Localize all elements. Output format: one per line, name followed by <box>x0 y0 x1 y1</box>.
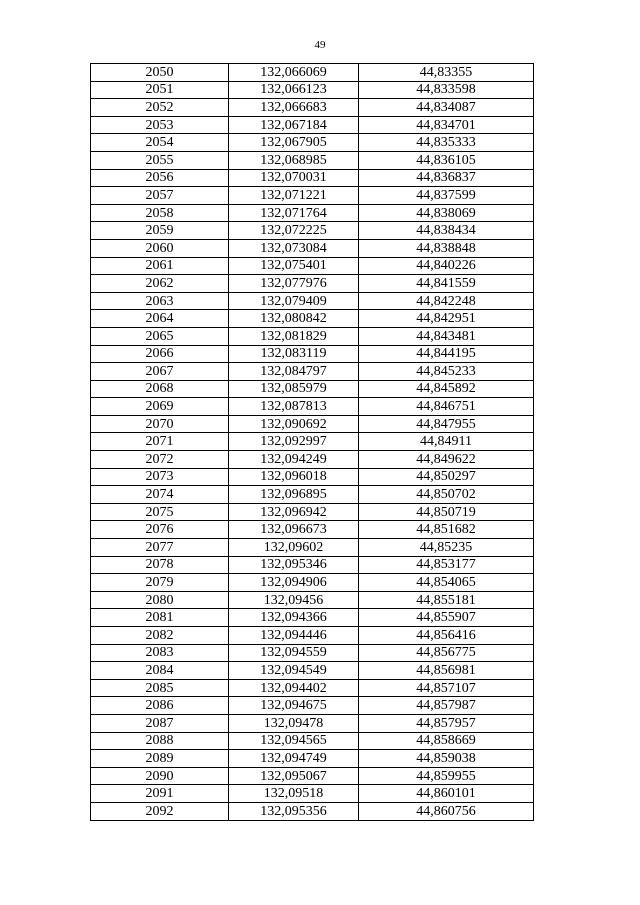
table-row <box>91 627 534 645</box>
y-coordinate-cell: 44,845892 <box>359 380 534 398</box>
x-coordinate-cell: 132,092997 <box>229 433 359 451</box>
y-coordinate-cell: 44,860756 <box>359 802 534 820</box>
y-coordinate-cell: 44,859955 <box>359 767 534 785</box>
point-number-cell: 2074 <box>91 486 229 504</box>
table-row <box>91 574 534 592</box>
y-coordinate-cell: 44,857987 <box>359 697 534 715</box>
table-row <box>91 134 534 152</box>
y-coordinate-cell: 44,850719 <box>359 503 534 521</box>
point-number-cell: 2072 <box>91 451 229 469</box>
x-coordinate-cell: 132,094366 <box>229 609 359 627</box>
point-number-cell: 2091 <box>91 785 229 803</box>
point-number-cell: 2063 <box>91 292 229 310</box>
table-row <box>91 398 534 416</box>
point-number-cell: 2069 <box>91 398 229 416</box>
point-number-cell: 2083 <box>91 644 229 662</box>
y-coordinate-cell: 44,841559 <box>359 275 534 293</box>
point-number-cell: 2055 <box>91 151 229 169</box>
table-row <box>91 609 534 627</box>
x-coordinate-cell: 132,094446 <box>229 627 359 645</box>
table-row <box>91 151 534 169</box>
x-coordinate-cell: 132,094249 <box>229 451 359 469</box>
point-number-cell: 2076 <box>91 521 229 539</box>
table-row <box>91 222 534 240</box>
point-number-cell: 2077 <box>91 539 229 557</box>
y-coordinate-cell: 44,846751 <box>359 398 534 416</box>
table-row <box>91 785 534 803</box>
point-number-cell: 2054 <box>91 134 229 152</box>
point-number-cell: 2084 <box>91 662 229 680</box>
point-number-cell: 2058 <box>91 204 229 222</box>
point-number-cell: 2062 <box>91 275 229 293</box>
x-coordinate-cell: 132,080842 <box>229 310 359 328</box>
table-row <box>91 679 534 697</box>
x-coordinate-cell: 132,071764 <box>229 204 359 222</box>
table-row <box>91 521 534 539</box>
table-row <box>91 380 534 398</box>
x-coordinate-cell: 132,094559 <box>229 644 359 662</box>
point-number-cell: 2079 <box>91 574 229 592</box>
table-row <box>91 81 534 99</box>
x-coordinate-cell: 132,081829 <box>229 327 359 345</box>
y-coordinate-cell: 44,84911 <box>359 433 534 451</box>
y-coordinate-cell: 44,854065 <box>359 574 534 592</box>
x-coordinate-cell: 132,072225 <box>229 222 359 240</box>
x-coordinate-cell: 132,095346 <box>229 556 359 574</box>
y-coordinate-cell: 44,845233 <box>359 363 534 381</box>
table-row <box>91 714 534 732</box>
table-row <box>91 539 534 557</box>
x-coordinate-cell: 132,096895 <box>229 486 359 504</box>
y-coordinate-cell: 44,836105 <box>359 151 534 169</box>
x-coordinate-cell: 132,094675 <box>229 697 359 715</box>
point-number-cell: 2081 <box>91 609 229 627</box>
table-row <box>91 750 534 768</box>
point-number-cell: 2082 <box>91 627 229 645</box>
x-coordinate-cell: 132,083119 <box>229 345 359 363</box>
y-coordinate-cell: 44,851682 <box>359 521 534 539</box>
page-number: 49 <box>314 39 326 51</box>
y-coordinate-cell: 44,850297 <box>359 468 534 486</box>
table-row <box>91 556 534 574</box>
y-coordinate-cell: 44,850702 <box>359 486 534 504</box>
y-coordinate-cell: 44,833598 <box>359 81 534 99</box>
x-coordinate-cell: 132,095356 <box>229 802 359 820</box>
y-coordinate-cell: 44,844195 <box>359 345 534 363</box>
y-coordinate-cell: 44,855181 <box>359 591 534 609</box>
table-row <box>91 591 534 609</box>
x-coordinate-cell: 132,085979 <box>229 380 359 398</box>
point-number-cell: 2060 <box>91 239 229 257</box>
y-coordinate-cell: 44,838848 <box>359 239 534 257</box>
x-coordinate-cell: 132,067905 <box>229 134 359 152</box>
y-coordinate-cell: 44,853177 <box>359 556 534 574</box>
point-number-cell: 2088 <box>91 732 229 750</box>
x-coordinate-cell: 132,09602 <box>229 539 359 557</box>
table-row <box>91 239 534 257</box>
y-coordinate-cell: 44,836837 <box>359 169 534 187</box>
point-number-cell: 2061 <box>91 257 229 275</box>
x-coordinate-cell: 132,094749 <box>229 750 359 768</box>
y-coordinate-cell: 44,856416 <box>359 627 534 645</box>
x-coordinate-cell: 132,073084 <box>229 239 359 257</box>
table-row <box>91 64 534 82</box>
point-number-cell: 2067 <box>91 363 229 381</box>
y-coordinate-cell: 44,859038 <box>359 750 534 768</box>
table-row <box>91 732 534 750</box>
point-number-cell: 2073 <box>91 468 229 486</box>
table-row <box>91 99 534 117</box>
table-row <box>91 415 534 433</box>
table-body <box>91 64 534 821</box>
x-coordinate-cell: 132,087813 <box>229 398 359 416</box>
x-coordinate-cell: 132,094565 <box>229 732 359 750</box>
table-row <box>91 468 534 486</box>
table-row <box>91 503 534 521</box>
y-coordinate-cell: 44,835333 <box>359 134 534 152</box>
x-coordinate-cell: 132,094906 <box>229 574 359 592</box>
x-coordinate-cell: 132,067184 <box>229 116 359 134</box>
table-row <box>91 433 534 451</box>
point-number-cell: 2089 <box>91 750 229 768</box>
point-number-cell: 2066 <box>91 345 229 363</box>
point-number-cell: 2064 <box>91 310 229 328</box>
y-coordinate-cell: 44,849622 <box>359 451 534 469</box>
table-row <box>91 363 534 381</box>
point-number-cell: 2068 <box>91 380 229 398</box>
table-row <box>91 644 534 662</box>
x-coordinate-cell: 132,068985 <box>229 151 359 169</box>
y-coordinate-cell: 44,842248 <box>359 292 534 310</box>
point-number-cell: 2092 <box>91 802 229 820</box>
table-row <box>91 292 534 310</box>
x-coordinate-cell: 132,09478 <box>229 714 359 732</box>
y-coordinate-cell: 44,858669 <box>359 732 534 750</box>
x-coordinate-cell: 132,066683 <box>229 99 359 117</box>
table-row <box>91 767 534 785</box>
point-number-cell: 2071 <box>91 433 229 451</box>
y-coordinate-cell: 44,857957 <box>359 714 534 732</box>
x-coordinate-cell: 132,094549 <box>229 662 359 680</box>
point-number-cell: 2078 <box>91 556 229 574</box>
table-row <box>91 327 534 345</box>
x-coordinate-cell: 132,09456 <box>229 591 359 609</box>
x-coordinate-cell: 132,070031 <box>229 169 359 187</box>
x-coordinate-cell: 132,096018 <box>229 468 359 486</box>
point-number-cell: 2070 <box>91 415 229 433</box>
point-number-cell: 2053 <box>91 116 229 134</box>
y-coordinate-cell: 44,837599 <box>359 187 534 205</box>
point-number-cell: 2050 <box>91 64 229 82</box>
table-row <box>91 345 534 363</box>
x-coordinate-cell: 132,096673 <box>229 521 359 539</box>
point-number-cell: 2056 <box>91 169 229 187</box>
x-coordinate-cell: 132,090692 <box>229 415 359 433</box>
point-number-cell: 2080 <box>91 591 229 609</box>
table-row <box>91 451 534 469</box>
x-coordinate-cell: 132,077976 <box>229 275 359 293</box>
y-coordinate-cell: 44,834087 <box>359 99 534 117</box>
point-number-cell: 2065 <box>91 327 229 345</box>
point-number-cell: 2059 <box>91 222 229 240</box>
x-coordinate-cell: 132,09518 <box>229 785 359 803</box>
y-coordinate-cell: 44,85235 <box>359 539 534 557</box>
table-row <box>91 169 534 187</box>
x-coordinate-cell: 132,071221 <box>229 187 359 205</box>
table-row <box>91 697 534 715</box>
table-row <box>91 662 534 680</box>
point-number-cell: 2052 <box>91 99 229 117</box>
y-coordinate-cell: 44,856981 <box>359 662 534 680</box>
table-row <box>91 187 534 205</box>
table-row <box>91 802 534 820</box>
x-coordinate-cell: 132,095067 <box>229 767 359 785</box>
x-coordinate-cell: 132,096942 <box>229 503 359 521</box>
table-row <box>91 310 534 328</box>
x-coordinate-cell: 132,075401 <box>229 257 359 275</box>
point-number-cell: 2087 <box>91 714 229 732</box>
table-row <box>91 257 534 275</box>
y-coordinate-cell: 44,838069 <box>359 204 534 222</box>
y-coordinate-cell: 44,847955 <box>359 415 534 433</box>
point-number-cell: 2090 <box>91 767 229 785</box>
x-coordinate-cell: 132,084797 <box>229 363 359 381</box>
x-coordinate-cell: 132,066123 <box>229 81 359 99</box>
y-coordinate-cell: 44,840226 <box>359 257 534 275</box>
table-row <box>91 486 534 504</box>
coordinates-table <box>90 63 534 821</box>
y-coordinate-cell: 44,857107 <box>359 679 534 697</box>
table-row <box>91 275 534 293</box>
y-coordinate-cell: 44,838434 <box>359 222 534 240</box>
x-coordinate-cell: 132,079409 <box>229 292 359 310</box>
table-row <box>91 204 534 222</box>
point-number-cell: 2075 <box>91 503 229 521</box>
y-coordinate-cell: 44,842951 <box>359 310 534 328</box>
x-coordinate-cell: 132,066069 <box>229 64 359 82</box>
y-coordinate-cell: 44,856775 <box>359 644 534 662</box>
y-coordinate-cell: 44,855907 <box>359 609 534 627</box>
y-coordinate-cell: 44,83355 <box>359 64 534 82</box>
table-row <box>91 116 534 134</box>
point-number-cell: 2086 <box>91 697 229 715</box>
y-coordinate-cell: 44,860101 <box>359 785 534 803</box>
x-coordinate-cell: 132,094402 <box>229 679 359 697</box>
point-number-cell: 2085 <box>91 679 229 697</box>
y-coordinate-cell: 44,834701 <box>359 116 534 134</box>
point-number-cell: 2057 <box>91 187 229 205</box>
point-number-cell: 2051 <box>91 81 229 99</box>
y-coordinate-cell: 44,843481 <box>359 327 534 345</box>
